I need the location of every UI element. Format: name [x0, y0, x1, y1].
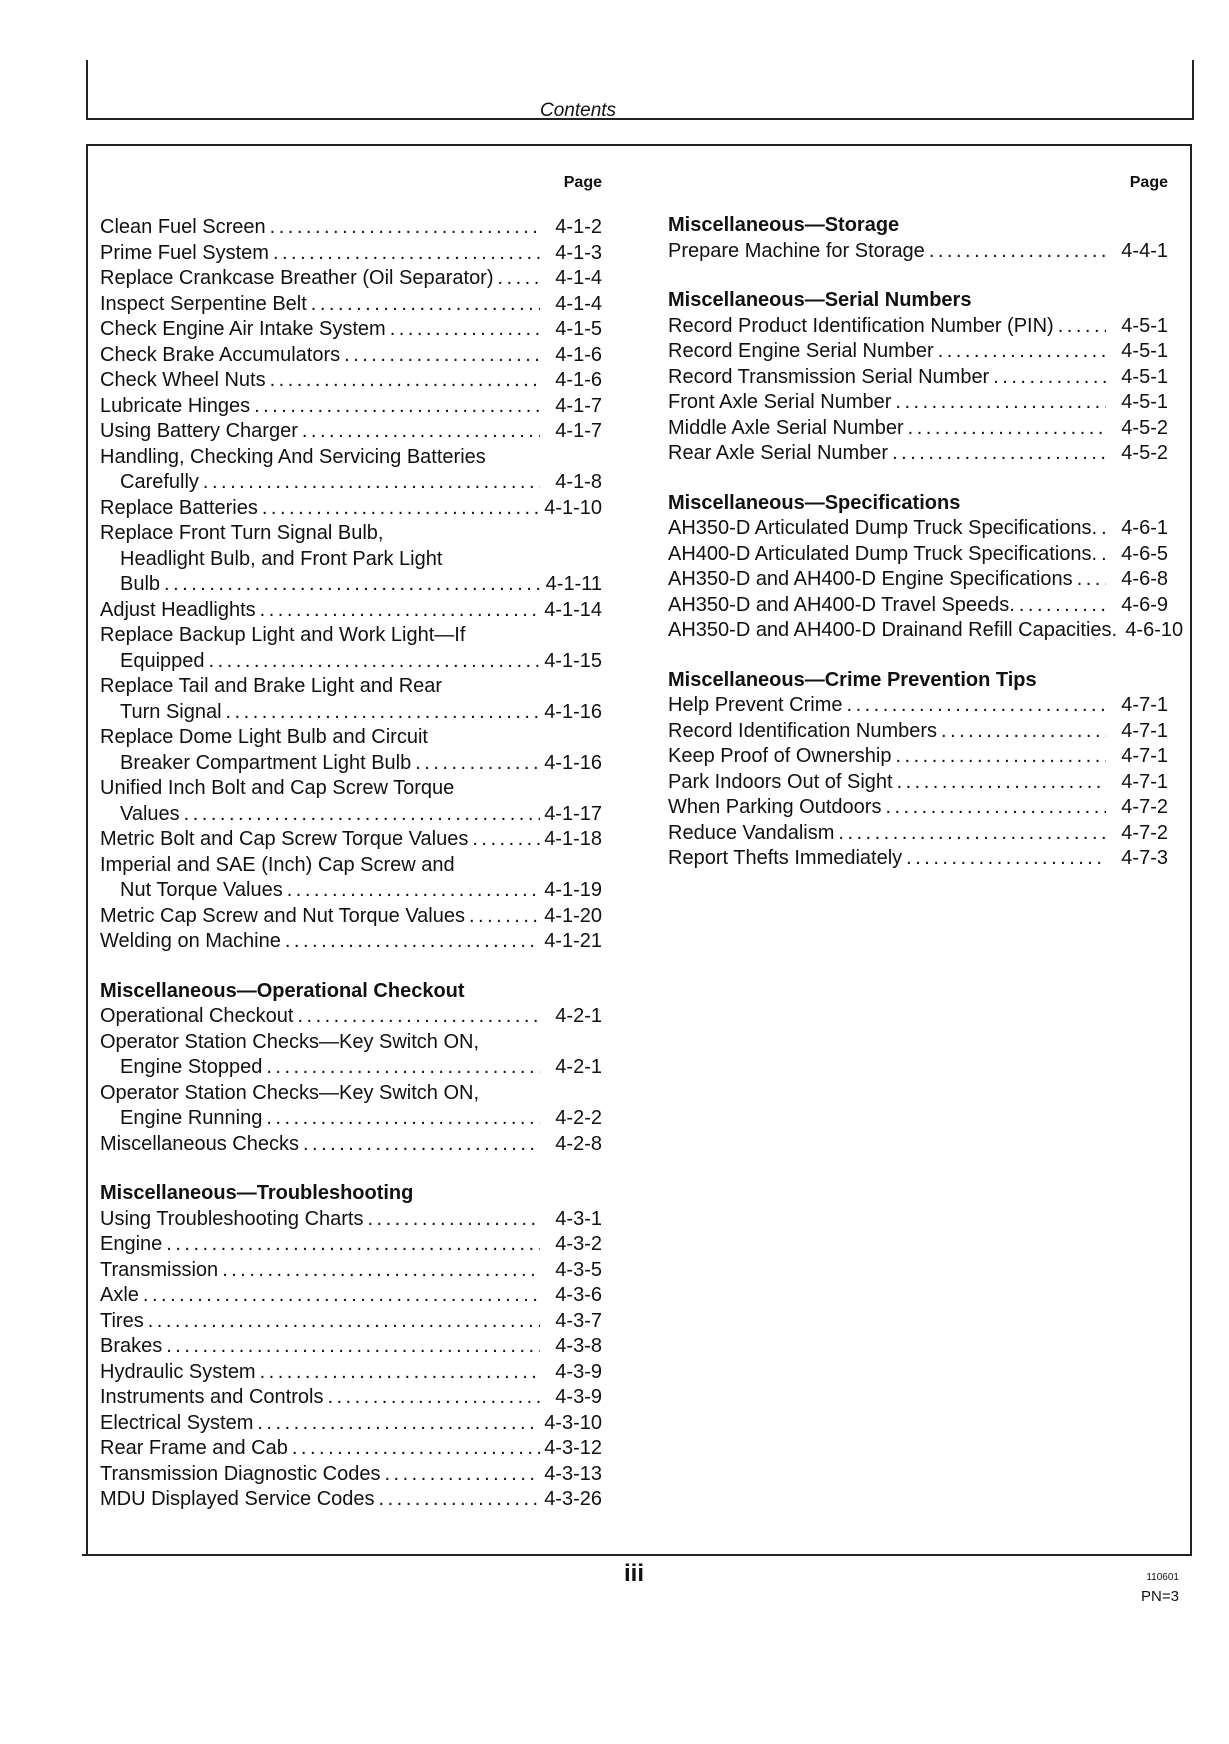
toc-entry-title: Transmission Diagnostic Codes — [100, 1462, 381, 1485]
dot-leader — [897, 770, 1106, 796]
toc-entry-title: Middle Axle Serial Number — [668, 416, 904, 439]
toc-entry-page: 4-1-4 — [555, 267, 602, 289]
frame-top-rule — [86, 144, 1192, 146]
toc-entry-title: Metric Cap Screw and Nut Torque Values — [100, 904, 465, 927]
toc-entry-page: 4-3-12 — [544, 1437, 602, 1459]
toc-entry-title: Metric Bolt and Cap Screw Torque Values — [100, 828, 469, 850]
toc-entry-title: Replace Tail and Brake Light and Rear — [100, 675, 443, 697]
dot-leader — [895, 744, 1106, 770]
toc-entry-title: Record Product Identification Number (PIN) — [668, 314, 1054, 337]
toc-entry-title: Using Troubleshooting Charts — [100, 1207, 364, 1230]
page-title: Contents — [540, 100, 617, 121]
toc-entry — [668, 795, 1168, 821]
dot-leader — [993, 365, 1106, 391]
dot-leader — [1101, 516, 1106, 542]
toc-entry — [100, 266, 602, 292]
toc-entry — [100, 878, 602, 904]
dot-leader — [209, 649, 540, 675]
toc-entry — [100, 929, 602, 955]
toc-entry — [100, 496, 602, 522]
toc-entry-page: 4-3-10 — [544, 1411, 602, 1434]
toc-entry — [100, 700, 602, 726]
toc-entry-title: Replace Crankcase Breather (Oil Separator) — [100, 267, 494, 289]
toc-entry — [100, 292, 602, 318]
dot-leader — [270, 215, 540, 241]
toc-entry-page: 4-6-10 — [1125, 619, 1184, 641]
toc-entry-title: Lubricate Hinges — [100, 394, 251, 417]
toc-entry-title: Carefully — [120, 471, 199, 493]
section-heading: Miscellaneous—Specifications — [668, 491, 961, 514]
toc-entry — [100, 521, 602, 547]
toc-entry — [100, 725, 602, 751]
dot-leader — [384, 1462, 540, 1488]
toc-entry-title: Unified Inch Bolt and Cap Screw Torque — [100, 777, 455, 799]
toc-entry — [668, 542, 1168, 568]
dot-leader — [302, 419, 540, 445]
toc-entry-page: 4-1-4 — [555, 292, 602, 315]
toc-entry — [100, 1106, 602, 1132]
dot-leader — [885, 795, 1106, 821]
toc-entry-page: 4-1-5 — [555, 318, 602, 340]
dot-leader — [166, 1232, 540, 1258]
dot-leader — [226, 700, 540, 726]
toc-entry-page: 4-1-11 — [545, 573, 602, 595]
toc-entry-page: 4-3-6 — [555, 1284, 602, 1306]
toc-entry — [668, 567, 1168, 593]
dot-leader — [938, 339, 1106, 365]
toc-entry — [100, 802, 602, 828]
toc-entry-title: Replace Dome Light Bulb and Circuit — [100, 726, 428, 748]
toc-entry-page: 4-3-9 — [555, 1386, 602, 1408]
toc-entry-title: Front Axle Serial Number — [668, 391, 892, 413]
toc-entry-title: Bulb — [120, 573, 161, 595]
dot-leader — [273, 241, 540, 267]
dot-leader — [1019, 593, 1106, 619]
toc-entry-page: 4-1-7 — [555, 394, 602, 417]
toc-entry-page: 4-2-1 — [555, 1005, 602, 1027]
toc-entry-title: Equipped — [120, 649, 205, 672]
toc-entry — [668, 693, 1168, 719]
dot-leader — [292, 1436, 540, 1462]
toc-entry-page: 4-4-1 — [1121, 239, 1168, 262]
toc-entry — [668, 339, 1168, 365]
toc-entry-page: 4-3-7 — [555, 1309, 602, 1332]
dot-leader — [287, 878, 540, 904]
toc-entry-page: 4-3-1 — [555, 1207, 602, 1230]
toc-entry — [668, 846, 1168, 872]
right-column — [668, 170, 1184, 872]
toc-entry-page: 4-1-21 — [544, 930, 602, 952]
dot-leader — [266, 1055, 540, 1081]
toc-entry-title: Engine — [100, 1233, 163, 1255]
toc-entry-page: 4-6-1 — [1121, 517, 1168, 539]
toc-entry — [668, 314, 1168, 340]
toc-entry-page: 4-1-18 — [544, 828, 602, 850]
toc-entry-title: Hydraulic System — [100, 1360, 256, 1383]
dot-leader — [941, 719, 1106, 745]
toc-entry-title: Electrical System — [100, 1411, 254, 1434]
toc-entry-page: 4-3-26 — [544, 1488, 602, 1510]
toc-entry-page: 4-1-6 — [555, 369, 602, 391]
toc-entry — [100, 470, 602, 496]
toc-entry-title: Operational Checkout — [100, 1005, 294, 1027]
toc-entry — [100, 1132, 602, 1158]
dot-leader — [254, 394, 540, 420]
toc-entry-title: Turn Signal — [120, 700, 222, 723]
toc-entry-page: 4-6-9 — [1121, 593, 1168, 616]
toc-entry-title: Report Thefts Immediately — [668, 847, 903, 869]
toc-entry-title: Replace Batteries — [100, 496, 258, 519]
dot-leader — [166, 1334, 540, 1360]
frame-bottom-rule — [82, 1554, 1192, 1556]
toc-entry-page: 4-2-8 — [555, 1132, 602, 1155]
dot-leader — [390, 317, 540, 343]
toc-entry-title: Park Indoors Out of Sight — [668, 770, 893, 793]
toc-entry — [100, 598, 602, 624]
toc-entry-page: 4-1-6 — [555, 343, 602, 366]
toc-entry-page: 4-1-2 — [555, 216, 602, 238]
section-heading: Miscellaneous—Operational Checkout — [100, 979, 465, 1002]
toc-entry-page: 4-6-8 — [1121, 568, 1168, 590]
toc-entry — [100, 1283, 602, 1309]
toc-entry-title: Imperial and SAE (Inch) Cap Screw and — [100, 853, 455, 876]
toc-entry-title: Replace Front Turn Signal Bulb, — [100, 522, 384, 544]
toc-entry — [100, 1360, 602, 1386]
toc-entry — [100, 1055, 602, 1081]
toc-entry-title: Replace Backup Light and Work Light—If — [100, 624, 466, 646]
toc-entry — [100, 1385, 602, 1411]
toc-entry — [668, 593, 1168, 619]
toc-entry — [668, 516, 1168, 542]
toc-entry-page: 4-1-3 — [555, 241, 602, 264]
dot-leader — [257, 1411, 540, 1437]
toc-entry — [668, 441, 1168, 467]
dot-leader — [344, 343, 540, 369]
dot-leader — [203, 470, 540, 496]
toc-entry-title: AH350-D and AH400-D Engine Specifications — [668, 568, 1073, 590]
toc-entry-page: 4-5-1 — [1121, 314, 1168, 337]
toc-entry-page: 4-5-2 — [1121, 442, 1168, 464]
toc-entry-title: Handling, Checking And Servicing Batteries — [100, 445, 486, 468]
toc-entry — [100, 343, 602, 369]
toc-entry-page: 4-1-19 — [544, 879, 602, 901]
toc-entry-title: Operator Station Checks—Key Switch ON, — [100, 1081, 480, 1104]
dot-leader — [297, 1004, 540, 1030]
dot-leader — [1058, 314, 1106, 340]
toc-entry-title: Operator Station Checks—Key Switch ON, — [100, 1030, 480, 1053]
toc-entry-page: 4-2-1 — [555, 1056, 602, 1078]
toc-entry-title: Check Engine Air Intake System — [100, 318, 386, 340]
toc-entry-page: 4-7-1 — [1121, 770, 1168, 793]
dot-leader — [266, 1106, 540, 1132]
footer-pn: PN=3 — [1141, 1588, 1179, 1605]
dot-leader — [164, 572, 540, 598]
toc-entry — [100, 547, 602, 573]
dot-leader — [498, 266, 540, 292]
toc-entry-title: When Parking Outdoors — [668, 796, 882, 818]
toc-entry-title: Keep Proof of Ownership — [668, 745, 892, 767]
toc-entry-title: Tires — [100, 1309, 144, 1332]
toc-entry-title: Breaker Compartment Light Bulb — [120, 751, 412, 774]
section-heading: Miscellaneous—Crime Prevention Tips — [668, 668, 1037, 691]
toc-entry-title: Headlight Bulb, and Front Park Light — [120, 547, 443, 570]
dot-leader — [311, 292, 540, 318]
toc-entry — [100, 1004, 602, 1030]
dot-leader — [303, 1132, 540, 1158]
dot-leader — [379, 1487, 540, 1513]
toc-entry-title: Clean Fuel Screen — [100, 216, 266, 238]
toc-entry-title: Engine Stopped — [120, 1056, 263, 1078]
toc-entry-page: 4-1-8 — [555, 471, 602, 493]
toc-entry-title: Values — [120, 802, 180, 825]
toc-entry-page: 4-3-9 — [555, 1360, 602, 1383]
toc-entry — [100, 368, 602, 394]
toc-entry — [100, 445, 602, 471]
toc-entry — [100, 1207, 602, 1233]
toc-entry-page: 4-1-16 — [544, 700, 602, 723]
toc-entry-title: Instruments and Controls — [100, 1386, 324, 1408]
toc-entry-title: Prime Fuel System — [100, 241, 269, 264]
toc-entry — [668, 770, 1168, 796]
dot-leader — [270, 368, 540, 394]
dot-leader — [469, 904, 540, 930]
toc-entry — [100, 853, 602, 879]
toc-entry-page: 4-7-3 — [1121, 847, 1168, 869]
toc-entry — [100, 623, 602, 649]
dot-leader — [148, 1309, 540, 1335]
toc-entry-page: 4-1-16 — [544, 751, 602, 774]
toc-entry-page: 4-5-1 — [1121, 340, 1168, 362]
toc-entry-title: Axle — [100, 1284, 139, 1306]
toc-entry — [100, 1232, 602, 1258]
dot-leader — [906, 846, 1106, 872]
header-right-rule — [1192, 60, 1194, 120]
toc-entry — [100, 751, 602, 777]
dot-leader — [472, 827, 540, 853]
toc-entry-page: 4-7-1 — [1121, 745, 1168, 767]
section-heading: Miscellaneous—Serial Numbers — [668, 289, 972, 311]
toc-entry-title: Check Brake Accumulators — [100, 343, 341, 366]
toc-entry-title: Nut Torque Values — [120, 879, 283, 901]
header-bottom-rule — [86, 118, 1194, 120]
toc-entry-page: 4-2-2 — [555, 1107, 602, 1129]
toc-entry — [100, 215, 602, 241]
toc-entry-title: AH350-D Articulated Dump Truck Specifications. — [668, 517, 1098, 539]
toc-entry-page: 4-1-20 — [544, 904, 602, 927]
toc-entry-title: Transmission — [100, 1258, 219, 1281]
section-heading: Miscellaneous—Troubleshooting — [100, 1182, 414, 1204]
toc-entry — [100, 241, 602, 267]
toc-entry-title: Welding on Machine — [100, 930, 281, 952]
dot-leader — [847, 693, 1106, 719]
toc-entry-title: Help Prevent Crime — [668, 694, 843, 716]
toc-entry-page: 4-3-2 — [555, 1233, 602, 1255]
toc-entry-title: AH350-D and AH400-D Travel Speeds. — [668, 593, 1015, 616]
dot-leader — [327, 1385, 540, 1411]
dot-leader — [1077, 567, 1106, 593]
toc-entry-page: 4-7-2 — [1121, 821, 1168, 844]
footer-page-number: iii — [624, 1560, 645, 1587]
toc-entry — [100, 1309, 602, 1335]
toc-entry — [668, 744, 1168, 770]
toc-entry-title: Reduce Vandalism — [668, 821, 835, 844]
toc-entry — [668, 365, 1168, 391]
toc-entry-title: Inspect Serpentine Belt — [100, 292, 307, 315]
toc-entry-page: 4-1-7 — [555, 420, 602, 442]
toc-entry-page: 4-7-1 — [1121, 694, 1168, 716]
dot-leader — [262, 496, 540, 522]
toc-entry-page: 4-7-1 — [1121, 719, 1168, 742]
toc-entry-page: 4-5-1 — [1121, 365, 1168, 388]
toc-entry-title: Adjust Headlights — [100, 598, 256, 621]
toc-entry — [668, 821, 1168, 847]
frame-right-rule — [1190, 144, 1192, 1556]
footer-code: 110601 — [1146, 1572, 1179, 1583]
toc-entry-page: 4-1-15 — [544, 649, 602, 672]
toc-entry — [100, 776, 602, 802]
dot-leader — [260, 1360, 540, 1386]
toc-entry — [668, 416, 1168, 442]
toc-entry-title: Engine Running — [120, 1107, 263, 1129]
toc-entry — [100, 827, 602, 853]
dot-leader — [143, 1283, 540, 1309]
dot-leader — [415, 751, 540, 777]
toc-entry-page: 4-3-13 — [544, 1462, 602, 1485]
left-column — [100, 170, 602, 1513]
dot-leader — [1101, 542, 1106, 568]
toc-entry-title: Rear Axle Serial Number — [668, 442, 889, 464]
dot-leader — [838, 821, 1106, 847]
toc-entry-page: 4-6-5 — [1121, 542, 1168, 565]
toc-entry-title: Using Battery Charger — [100, 420, 298, 442]
toc-entry-page: 4-1-17 — [544, 802, 602, 825]
dot-leader — [184, 802, 540, 828]
dot-leader — [929, 239, 1106, 265]
dot-leader — [222, 1258, 540, 1284]
toc-entry — [100, 1411, 602, 1437]
toc-entry-title: Prepare Machine for Storage — [668, 239, 925, 262]
header-left-rule — [86, 60, 88, 120]
toc-entry-page: 4-5-1 — [1121, 391, 1168, 413]
dot-leader — [367, 1207, 540, 1233]
dot-leader — [895, 390, 1106, 416]
toc-entry-title: Check Wheel Nuts — [100, 369, 266, 391]
toc-entry — [100, 1081, 602, 1107]
toc-entry — [100, 1334, 602, 1360]
dot-leader — [908, 416, 1106, 442]
toc-entry-page: 4-3-5 — [555, 1258, 602, 1281]
toc-entry — [668, 390, 1168, 416]
toc-entry-page: 4-1-10 — [544, 496, 602, 519]
toc-entry — [100, 674, 602, 700]
toc-entry-title: AH400-D Articulated Dump Truck Specifications. — [668, 542, 1098, 565]
toc-entry — [668, 239, 1168, 265]
section-heading: Miscellaneous—Storage — [668, 214, 900, 236]
toc-entry — [100, 1258, 602, 1284]
dot-leader — [260, 598, 540, 624]
toc-entry — [100, 1487, 602, 1513]
page-column-label: Page — [1129, 174, 1168, 191]
toc-entry-title: Brakes — [100, 1335, 163, 1357]
toc-entry-title: Record Engine Serial Number — [668, 340, 934, 362]
toc-entry — [100, 572, 602, 598]
toc-entry — [100, 317, 602, 343]
toc-entry-title: Rear Frame and Cab — [100, 1437, 288, 1459]
toc-entry-title: AH350-D and AH400-D Drainand Refill Capacities. — [668, 619, 1118, 641]
toc-entry — [668, 618, 1184, 644]
toc-entry — [100, 1030, 602, 1056]
toc-entry-page: 4-3-8 — [555, 1335, 602, 1357]
toc-entry-page: 4-1-14 — [544, 598, 602, 621]
toc-entry — [668, 719, 1168, 745]
frame-left-rule — [86, 144, 88, 1556]
dot-leader — [285, 929, 540, 955]
toc-entry-title: MDU Displayed Service Codes — [100, 1488, 375, 1510]
toc-entry-page: 4-5-2 — [1121, 416, 1168, 439]
toc-entry — [100, 419, 602, 445]
toc-entry — [100, 1436, 602, 1462]
toc-entry — [100, 1462, 602, 1488]
toc-entry-page: 4-7-2 — [1121, 796, 1168, 818]
toc-entry — [100, 394, 602, 420]
toc-entry — [100, 904, 602, 930]
toc-entry-title: Record Identification Numbers — [668, 719, 938, 742]
page-column-label: Page — [563, 174, 602, 191]
dot-leader — [892, 441, 1106, 467]
toc-entry — [100, 649, 602, 675]
toc-entry-title: Record Transmission Serial Number — [668, 365, 990, 388]
toc-entry-title: Miscellaneous Checks — [100, 1132, 299, 1155]
